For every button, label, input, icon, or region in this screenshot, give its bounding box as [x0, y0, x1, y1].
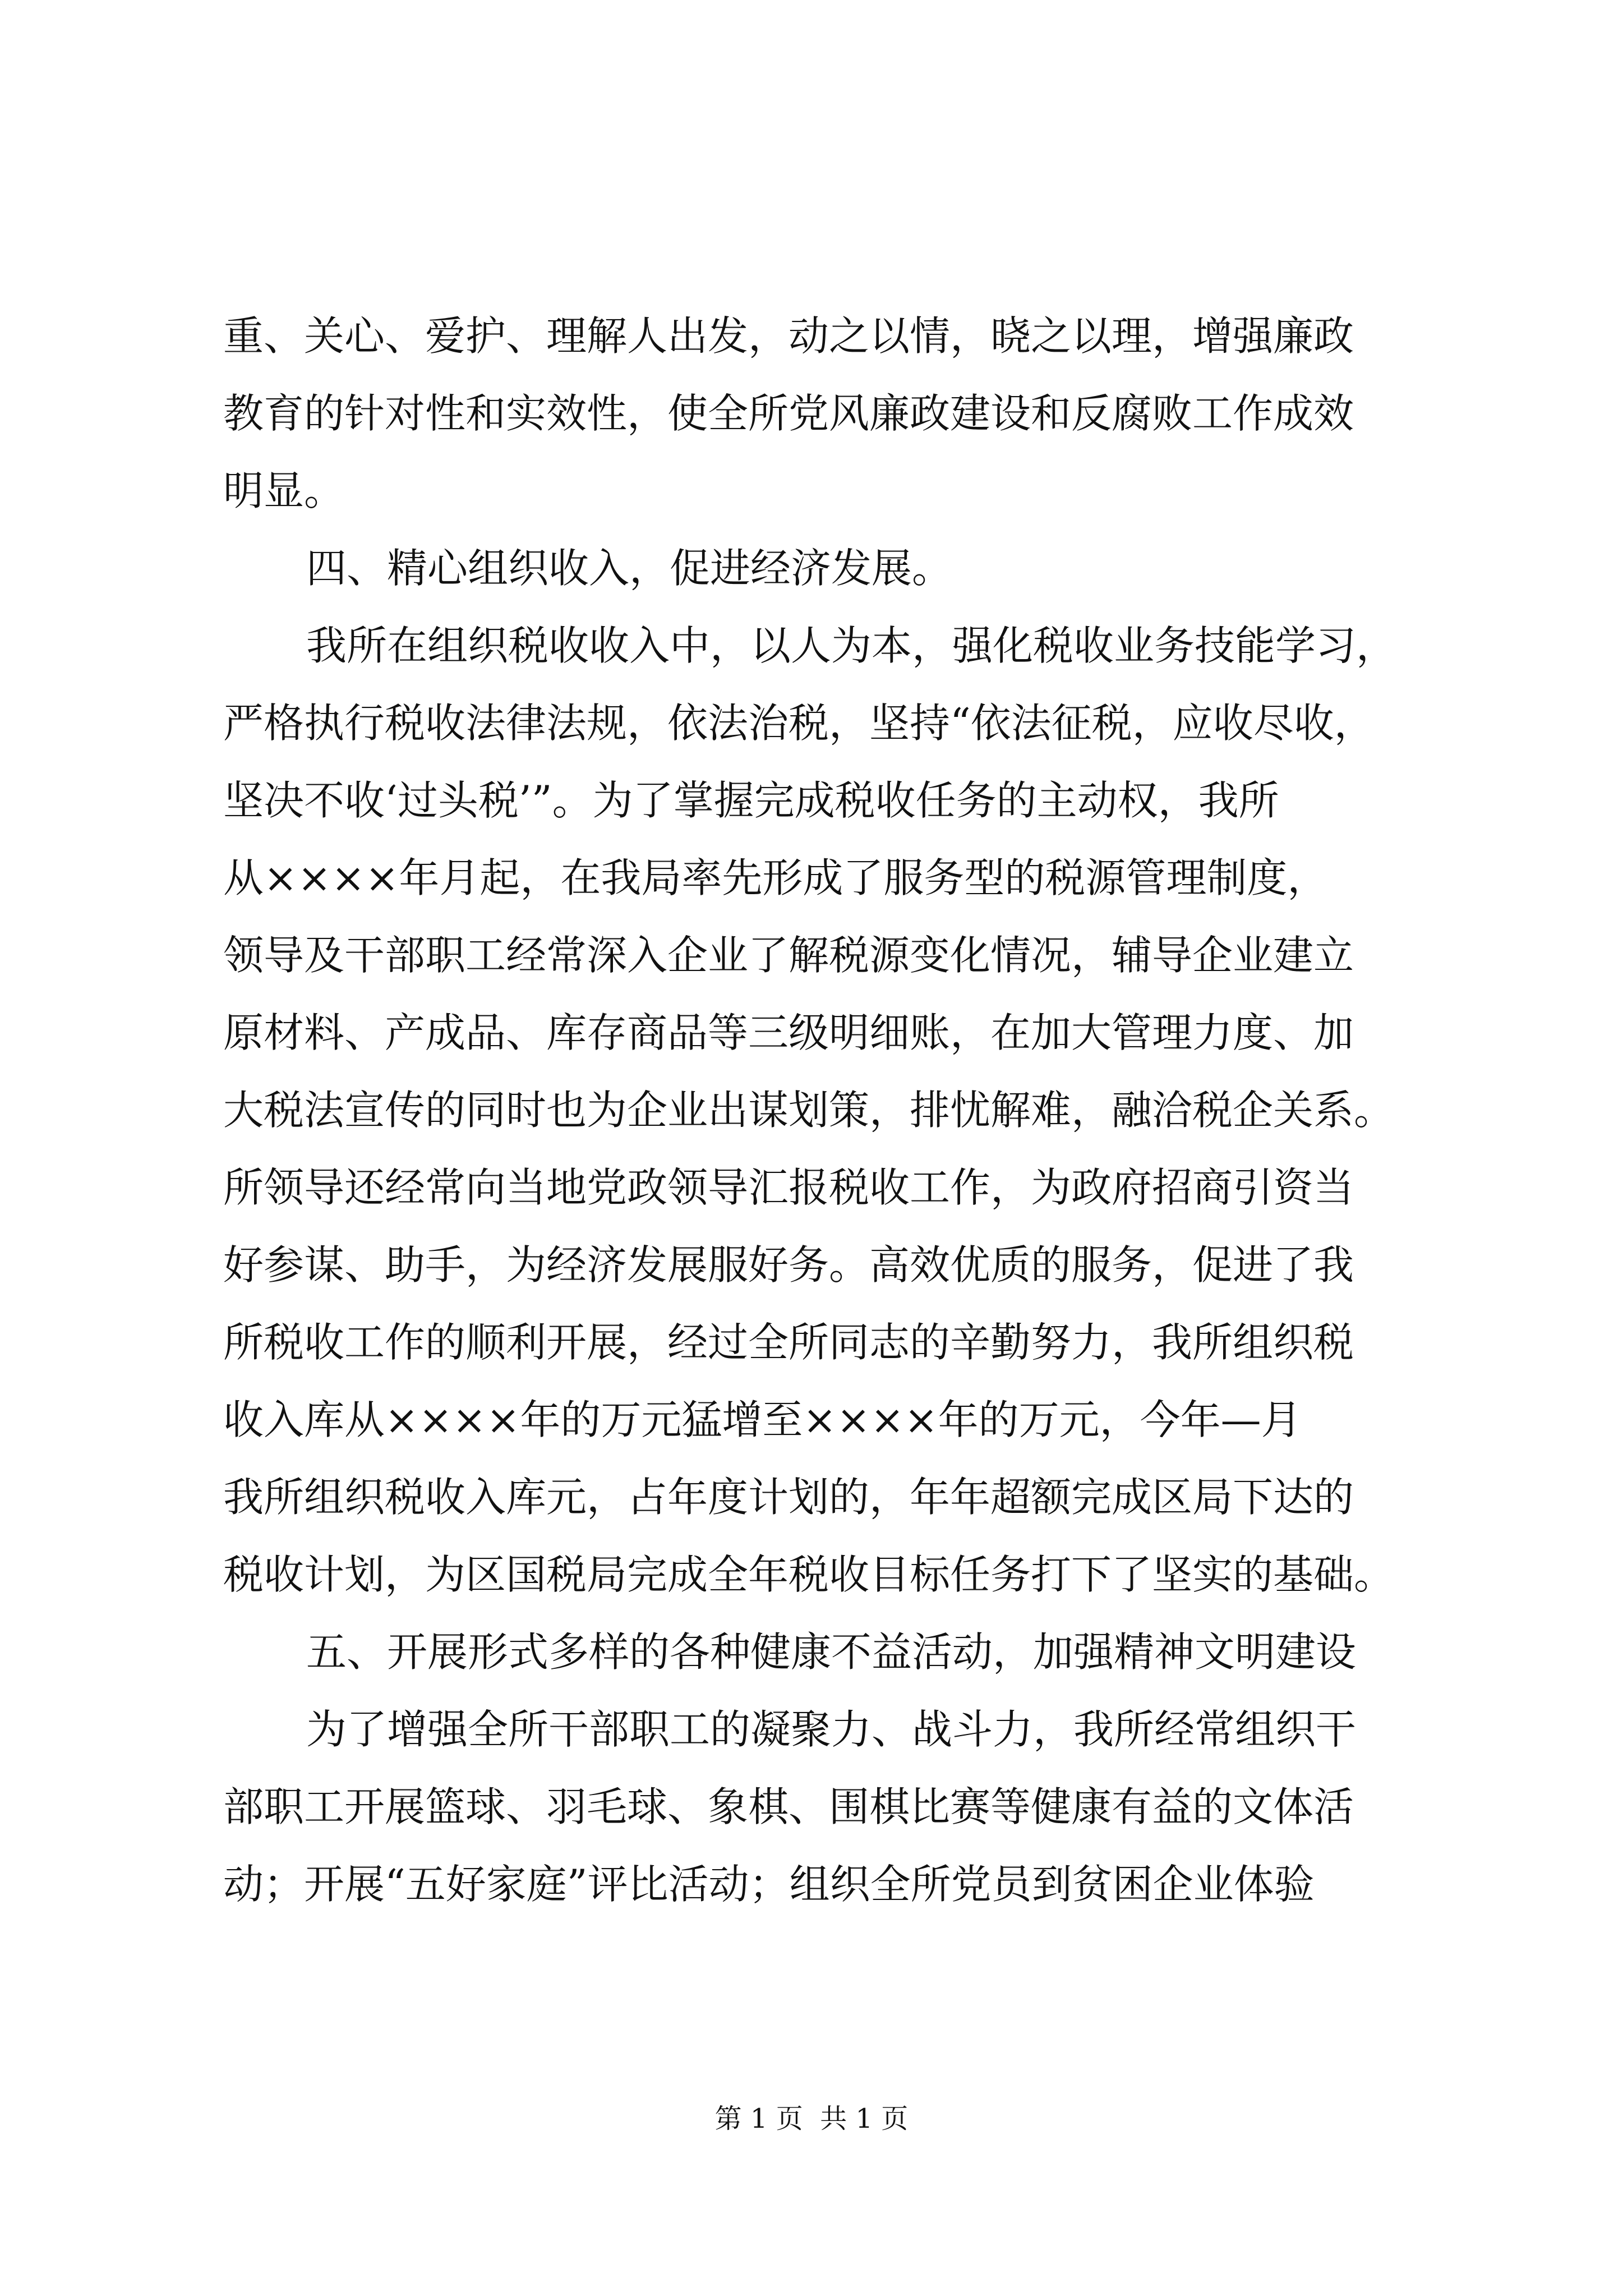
text-line: 我所在组织税收收入中，以人为本，强化税收业务技能学习， — [306, 622, 1397, 669]
text-line: 好参谋、助手，为经济发展服好务。高效优质的服务，促进了我 — [223, 1241, 1354, 1289]
text-line: 部职工开展篮球、羽毛球、象棋、围棋比赛等健康有益的文体活 — [223, 1783, 1354, 1830]
section-heading: 四、精心组织收入，促进经济发展。 — [306, 545, 953, 592]
section-heading: 五、开展形式多样的各种健康不益活动，加强精神文明建设 — [306, 1628, 1357, 1676]
text-line: 教育的针对性和实效性，使全所党风廉政建设和反腐败工作成效 — [223, 390, 1354, 437]
text-line: 明显。 — [223, 467, 345, 514]
text-line: 收入库从××××年的万元猛增至××××年的万元，今年—月 — [223, 1396, 1302, 1443]
text-line: 所税收工作的顺利开展，经过全所同志的辛勤努力，我所组织税 — [223, 1319, 1354, 1366]
text-line: 为了增强全所干部职工的凝聚力、战斗力，我所经常组织干 — [306, 1706, 1357, 1753]
document-body — [223, 297, 1407, 1923]
text-line: 税收计划，为区国税局完成全年税收目标任务打下了坚实的基础。 — [223, 1551, 1395, 1598]
text-line: 原材料、产成品、库存商品等三级明细账，在加大管理力度、加 — [223, 1009, 1354, 1056]
text-line: 坚决不收‘过头税’”。为了掌握完成税收任务的主动权，我所 — [223, 777, 1279, 824]
text-line: 严格执行税收法律法规，依法治税，坚持“依法征税，应收尽收， — [223, 700, 1375, 747]
text-line: 所领导还经常向当地党政领导汇报税收工作，为政府招商引资当 — [223, 1164, 1354, 1211]
page-footer — [0, 2099, 1623, 2138]
page-number: 第 1 页 共 1 页 — [714, 2103, 909, 2134]
text-line: 领导及干部职工经常深入企业了解税源变化情况，辅导企业建立 — [223, 932, 1354, 979]
text-line: 重、关心、爱护、理解人出发，动之以情，晓之以理，增强廉政 — [223, 312, 1354, 360]
text-line: 动；开展“五好家庭”评比活动；组织全所党员到贫困企业体验 — [223, 1861, 1315, 1908]
text-line: 我所组织税收入库元，占年度计划的，年年超额完成区局下达的 — [223, 1474, 1354, 1521]
text-line: 大税法宣传的同时也为企业出谋划策，排忧解难，融洽税企关系。 — [223, 1087, 1395, 1134]
text-line: 从××××年月起，在我局率先形成了服务型的税源管理制度， — [223, 854, 1328, 901]
